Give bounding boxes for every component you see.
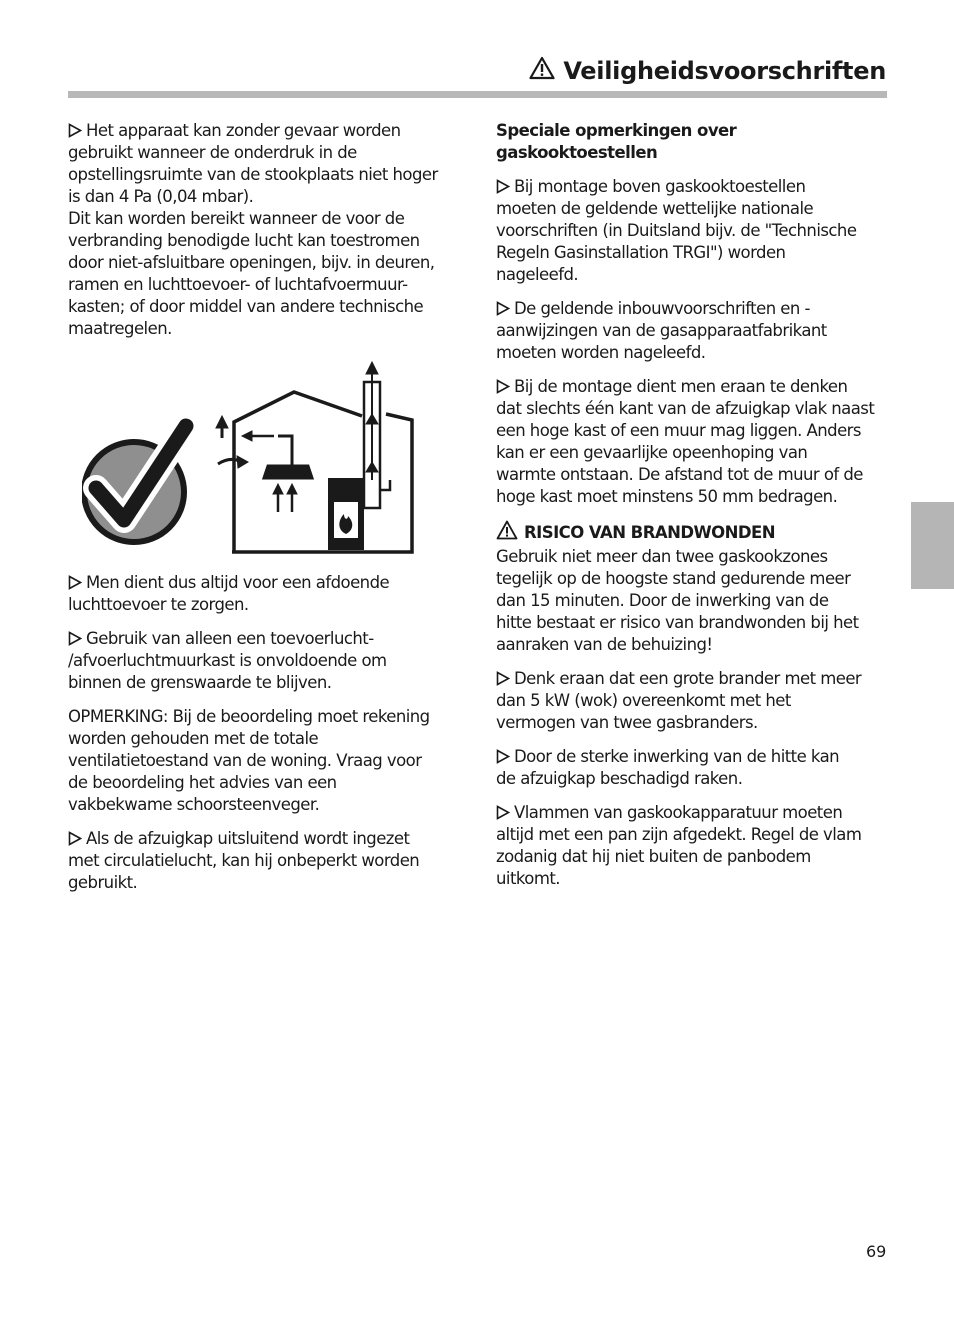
header-rule: [68, 91, 887, 98]
bullet-triangle-icon: [496, 671, 514, 686]
paragraph-wok-burner: Denk eraan dat een grote brander met meer dan 5 kW (wok) overeenkomt met het vermogen van twee gasbranders.: [496, 669, 862, 732]
right-column: [496, 120, 888, 902]
paragraph-installation-rules: De geldende inbouwvoorschriften en - aanwijzingen van de gasapparaatfabrikant moeten worden nageleefd.: [496, 299, 827, 362]
bullet-triangle-icon: [68, 575, 86, 590]
warning-burn-risk: RISICO VAN BRANDWONDEN Gebruik niet meer dan twee gaskookzones tegelijk op de hoogste stand gedurende meer dan 15 minuten. Door de inwerking van de hitte bestaat er risico van brandwonden bij het aanraken van de behuizing!: [496, 520, 888, 656]
paragraph-heat-damage: Door de sterke inwerking van de hitte kan de afzuigkap beschadigd raken.: [496, 747, 840, 788]
warning-triangle-icon: [496, 520, 518, 546]
paragraph-wall-box: Gebruik van alleen een toevoerlucht- /afvoerluchtmuurkast is onvoldoende om binnen de grenswaarde te blijven.: [68, 629, 387, 692]
bullet-triangle-icon: [68, 631, 86, 646]
paragraph-underpressure: Het apparaat kan zonder gevaar worden gebruikt wanneer de onderdruk in de opstellingsruimte van de stookplaats niet hoger is dan 4 Pa (0,04 mbar). Dit kan worden bereikt wanneer de voor de verbranding benodigde lucht kan toestromen door niet-afsluitbare openingen, bijv. in deuren, ramen en luchttoevoer- of luchtafvoermuur- kasten; of door middel van andere technische maatregelen.: [68, 121, 438, 338]
range-hood: [264, 436, 312, 478]
paragraph-recirculation: Als de afzuigkap uitsluitend wordt ingezet met circulatielucht, kan hij onbeperkt worden gebruikt.: [68, 829, 420, 892]
warning-title: RISICO VAN BRANDWONDEN: [524, 523, 775, 542]
page-header: [529, 56, 886, 86]
ventilation-illustration: [82, 360, 414, 560]
bullet-triangle-icon: [68, 123, 86, 138]
bullet-triangle-icon: [496, 805, 514, 820]
side-tab-marker: [911, 502, 954, 589]
paragraph-regulations: Bij montage boven gaskooktoestellen moeten de geldende wettelijke nationale voorschriften (in Duitsland bijv. de "Technische Regeln Gasinstallation TRGI") worden nageleefd.: [496, 177, 857, 284]
section-heading-gas: Speciale opmerkingen over gaskooktoestellen: [496, 121, 737, 162]
page-title: Veiligheidsvoorschriften: [563, 57, 886, 85]
check-mark-icon: [84, 426, 186, 542]
paragraph-flames: Vlammen van gaskookapparatuur moeten altijd met een pan zijn afgedekt. Regel de vlam zodanig dat hij niet buiten de panbodem uitkomt.: [496, 803, 862, 888]
bullet-triangle-icon: [496, 301, 514, 316]
paragraph-air-supply: Men dient dus altijd voor een afdoende luchttoevoer te zorgen.: [68, 573, 390, 614]
bullet-triangle-icon: [496, 749, 514, 764]
paragraph-note: OPMERKING: Bij de beoordeling moet rekening worden gehouden met de totale ventilatietoestand van de woning. Vraag voor de beoordeling het advies van een vakbekwame schoorsteenveger.: [68, 707, 430, 814]
stove-icon: [328, 478, 364, 550]
paragraph-mounting-distance: Bij de montage dient men eraan te denken dat slechts één kant van de afzuigkap vlak naast een hoge kast of een muur mag liggen. Anders kan er een gevaarlijke opeenhoping van warmte ontstaan. De afstand tot de muur of de hoge kast moet minstens 50 mm bedragen.: [496, 377, 875, 506]
warning-triangle-icon: [529, 56, 555, 86]
left-column: [68, 120, 460, 906]
bullet-triangle-icon: [68, 831, 86, 846]
chimney-pipe: [364, 382, 390, 508]
bullet-triangle-icon: [496, 379, 514, 394]
house-outline: [232, 392, 412, 552]
page-number: 69: [866, 1242, 887, 1261]
bullet-triangle-icon: [496, 179, 514, 194]
